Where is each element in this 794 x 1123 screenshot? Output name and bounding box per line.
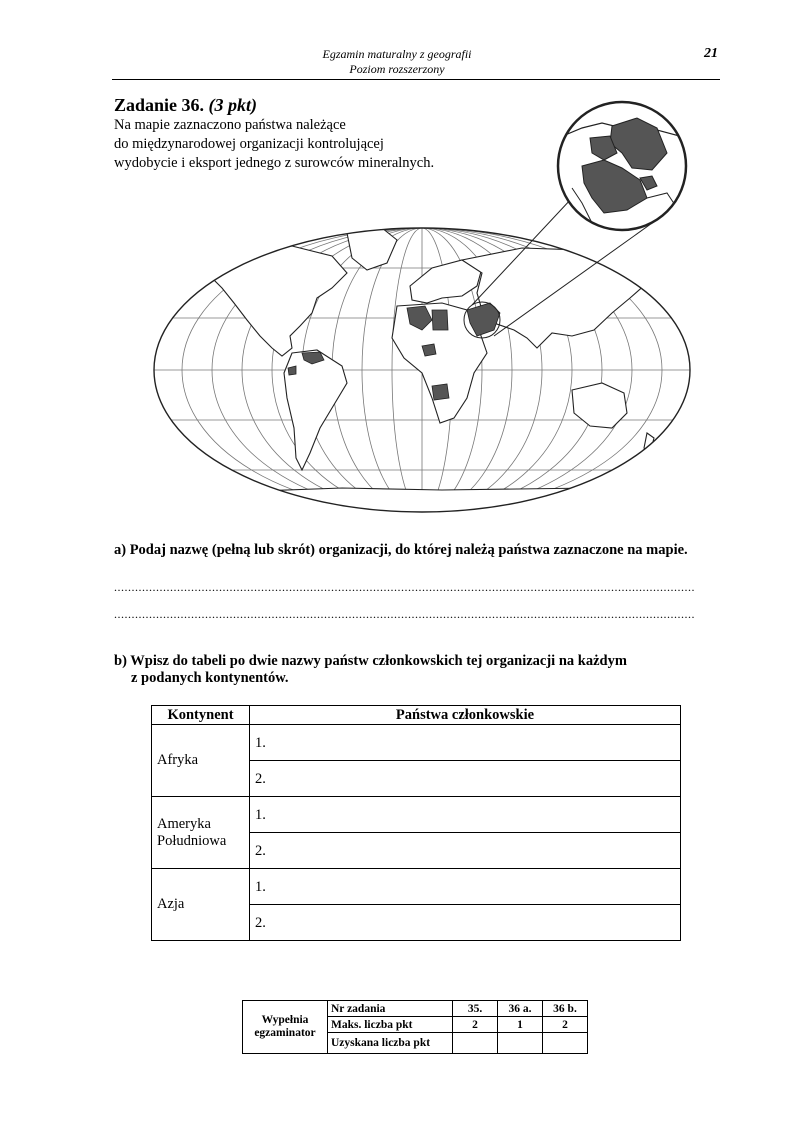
max-points-36b: 2	[543, 1017, 588, 1033]
row-label-obtained-points: Uzyskana liczba pkt	[328, 1033, 453, 1054]
table-row	[152, 869, 681, 905]
header-member-states: Państwa członkowskie	[250, 706, 681, 725]
max-points-36a: 1	[498, 1017, 543, 1033]
task-number: Zadanie 36.	[114, 95, 205, 115]
max-points-35: 2	[453, 1017, 498, 1033]
answer-line-a-2[interactable]: ......................................................................................................................................................................	[114, 607, 695, 621]
answer-cell-africa-2[interactable]: 2.	[250, 761, 681, 797]
examiner-label-line-1: Wypełnia	[261, 1014, 309, 1026]
page-number: 21	[704, 46, 718, 61]
question-b-line-2: z podanych kontynentów.	[131, 670, 289, 686]
answer-cell-africa-1[interactable]: 1.	[250, 725, 681, 761]
row-label-task-number: Nr zadania	[328, 1001, 453, 1017]
task-number-35: 35.	[453, 1001, 498, 1017]
answer-cell-south-america-1[interactable]: 1.	[250, 797, 681, 833]
task-number-36b: 36 b.	[543, 1001, 588, 1017]
task-intro-line-3: wydobycie i eksport jednego z surowców mineralnych.	[114, 155, 435, 171]
table-header-row	[152, 706, 681, 725]
continent-line-1: Ameryka	[157, 815, 211, 832]
obtained-points-36a[interactable]	[498, 1033, 543, 1054]
continent-line-2: Południowa	[157, 832, 227, 849]
task-number-36a: 36 a.	[498, 1001, 543, 1017]
map-body	[142, 218, 702, 518]
table-row	[152, 797, 681, 833]
question-a: a) Podaj nazwę (pełną lub skrót) organizacji, do której należą państwa zaznaczone na mapie.	[114, 542, 688, 558]
header-level: Poziom rozszerzony	[349, 62, 445, 76]
obtained-points-35[interactable]	[453, 1033, 498, 1054]
answer-cell-south-america-2[interactable]: 2.	[250, 833, 681, 869]
answer-line-a-1[interactable]: ......................................................................................................................................................................	[114, 580, 695, 594]
obtained-points-36b[interactable]	[543, 1033, 588, 1054]
continent-cell-asia: Azja	[152, 869, 250, 941]
task-title	[114, 95, 257, 116]
examiner-label	[243, 1001, 328, 1054]
inset-map	[558, 102, 687, 238]
row-label-max-points: Maks. liczba pkt	[328, 1017, 453, 1033]
header-rule	[112, 79, 720, 80]
table-row	[152, 725, 681, 761]
continent-cell-africa: Afryka	[152, 725, 250, 797]
answer-cell-asia-1[interactable]: 1.	[250, 869, 681, 905]
examiner-label-line-2: egzaminator	[254, 1027, 316, 1039]
member-states-table	[151, 705, 681, 941]
answer-cell-asia-2[interactable]: 2.	[250, 905, 681, 941]
question-b-line-1: b) Wpisz do tabeli po dwie nazwy państw członkowskich tej organizacji na każdym	[114, 653, 627, 669]
header-exam-title: Egzamin maturalny z geografii	[322, 47, 472, 61]
task-intro-line-1: Na mapie zaznaczono państwa należące	[114, 117, 346, 133]
examiner-score-table	[242, 1000, 588, 1054]
task-points: (3 pkt)	[208, 95, 258, 115]
continent-cell-south-america	[152, 797, 250, 869]
score-row-task-numbers	[243, 1001, 588, 1017]
task-intro-line-2: do międzynarodowej organizacji kontrolującej	[114, 136, 384, 152]
header-continent: Kontynent	[152, 706, 250, 725]
